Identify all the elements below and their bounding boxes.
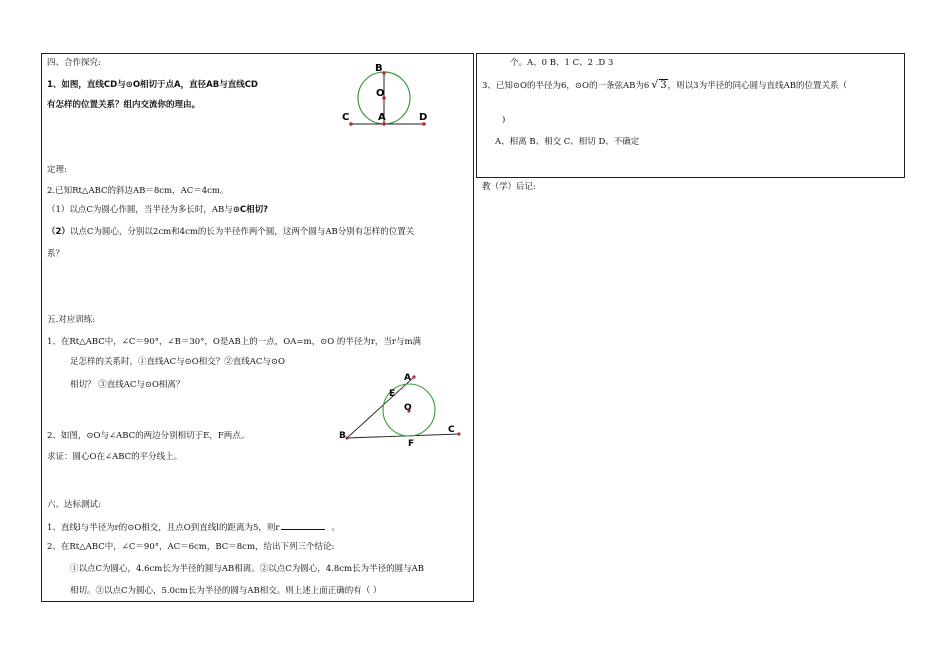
exercise1-text: 1、直线l与半径为r的⊙O相交，且点O到直线l的距离为5，则r <box>47 523 280 533</box>
sqrt-symbol: √ <box>651 78 659 91</box>
section4-title: 四、合作探究: <box>47 58 101 68</box>
question1-line1: 1、如图，直线CD与⊙O相切于点A，直径AB与直线CD <box>47 80 258 90</box>
right-options-line: 个。A、0 B、1 C、2 .D 3 <box>510 58 614 68</box>
fig2-label-c: C <box>448 425 455 435</box>
exercise1-answer-blank[interactable] <box>281 521 325 530</box>
question2-part1 <box>47 205 268 216</box>
fig2-label-e: E <box>389 389 396 399</box>
question3-suffix: ，则以3为半径的同心圆与直线AB的位置关系（ <box>667 81 847 91</box>
fig1-point-b <box>382 71 386 75</box>
figure-angle-tangent-circle <box>336 368 466 448</box>
fig2-label-b: B <box>339 431 346 441</box>
left-panel <box>41 53 474 602</box>
fig2-label-f: F <box>408 439 415 448</box>
exercise1-suffix: 。 <box>331 523 340 533</box>
training1-line3: 相切？ ③直线AC与⊙O相离？ <box>70 380 185 390</box>
figure-tangent-circle <box>338 62 448 132</box>
question3-text: 3、已知⊙O的半径为6，⊙O的一条弦AB为6 <box>482 81 650 91</box>
fig1-point-c <box>349 122 353 126</box>
fig2-point-a <box>412 375 415 378</box>
fig2-point-b <box>345 436 348 439</box>
fig1-label-o: O <box>376 88 385 99</box>
section5-title: 五.对应训练: <box>47 315 96 325</box>
question3-close: ) <box>502 115 506 125</box>
question2-part1-bold: ⊙C相切? <box>232 205 269 215</box>
exercise2: 2、在Rt△ABC中，∠C＝90°，AC＝6cm，BC＝8cm，给出下列三个结论: <box>47 542 335 552</box>
question2-part2-label: （2） <box>47 227 70 237</box>
training1-line2: 足怎样的关系时，①直线AC与⊙O相交？②直线AC与⊙O <box>70 357 285 367</box>
sqrt-radical <box>651 80 667 92</box>
fig1-label-c: C <box>342 112 350 123</box>
sqrt-value: 3 <box>660 80 667 91</box>
fig2-label-a: A <box>404 373 411 383</box>
fig1-label-b: B <box>375 63 383 74</box>
fig2-label-o: O <box>404 403 412 413</box>
right-panel <box>476 53 905 178</box>
training1-line1: 1、在Rt△ABC中，∠C＝90°，∠B＝30°，O是AB上的一点，OA=m，⊙O 的半径为r，当r与m满 <box>47 337 422 347</box>
training2-proof: 求证：圆心O在∠ABC的平分线上。 <box>47 452 183 462</box>
exercise2-line2: 相切。③以点C为圆心，5.0cm长为半径的圆与AB相交。则上述上面正确的有（ ） <box>70 586 382 596</box>
fig1-label-d: D <box>419 112 428 123</box>
question1-line2: 有怎样的位置关系？组内交流你的理由。 <box>47 100 201 110</box>
exercise2-line1: ①以点C为圆心，4.6cm长为半径的圆与AB相离。②以点C为圆心，4.8cm长为半径的圆与AB <box>70 564 424 574</box>
question2-part2-line2: 系？ <box>47 249 65 259</box>
training2: 2、如图，⊙O与∠ABC的两边分别相切于E，F两点。 <box>47 431 250 441</box>
fig2-point-c <box>457 432 460 435</box>
question3 <box>482 80 847 92</box>
question2-part2-text: 以点C为圆心，分别以2cm和4cm的长为半径作两个圆，这两个圆与AB分别有怎样的位置关 <box>69 227 415 237</box>
theorem-label: 定理: <box>47 165 67 175</box>
question2: 2.已知Rt△ABC的斜边AB＝8cm，AC＝4cm。 <box>47 186 229 196</box>
postscript-label: 教（学）后记: <box>482 182 536 192</box>
question3-options: A、相离 B、相交 C、相切 D、不确定 <box>495 137 640 147</box>
question2-part1-text: （1）以点C为圆心作圆，当半径为多长时，AB与 <box>47 205 233 215</box>
fig2-ray-bc <box>347 434 459 438</box>
fig1-label-a: A <box>378 112 386 123</box>
question2-part2-line1 <box>47 227 414 238</box>
section6-title: 六、达标测试: <box>47 500 101 510</box>
exercise1 <box>47 521 340 534</box>
